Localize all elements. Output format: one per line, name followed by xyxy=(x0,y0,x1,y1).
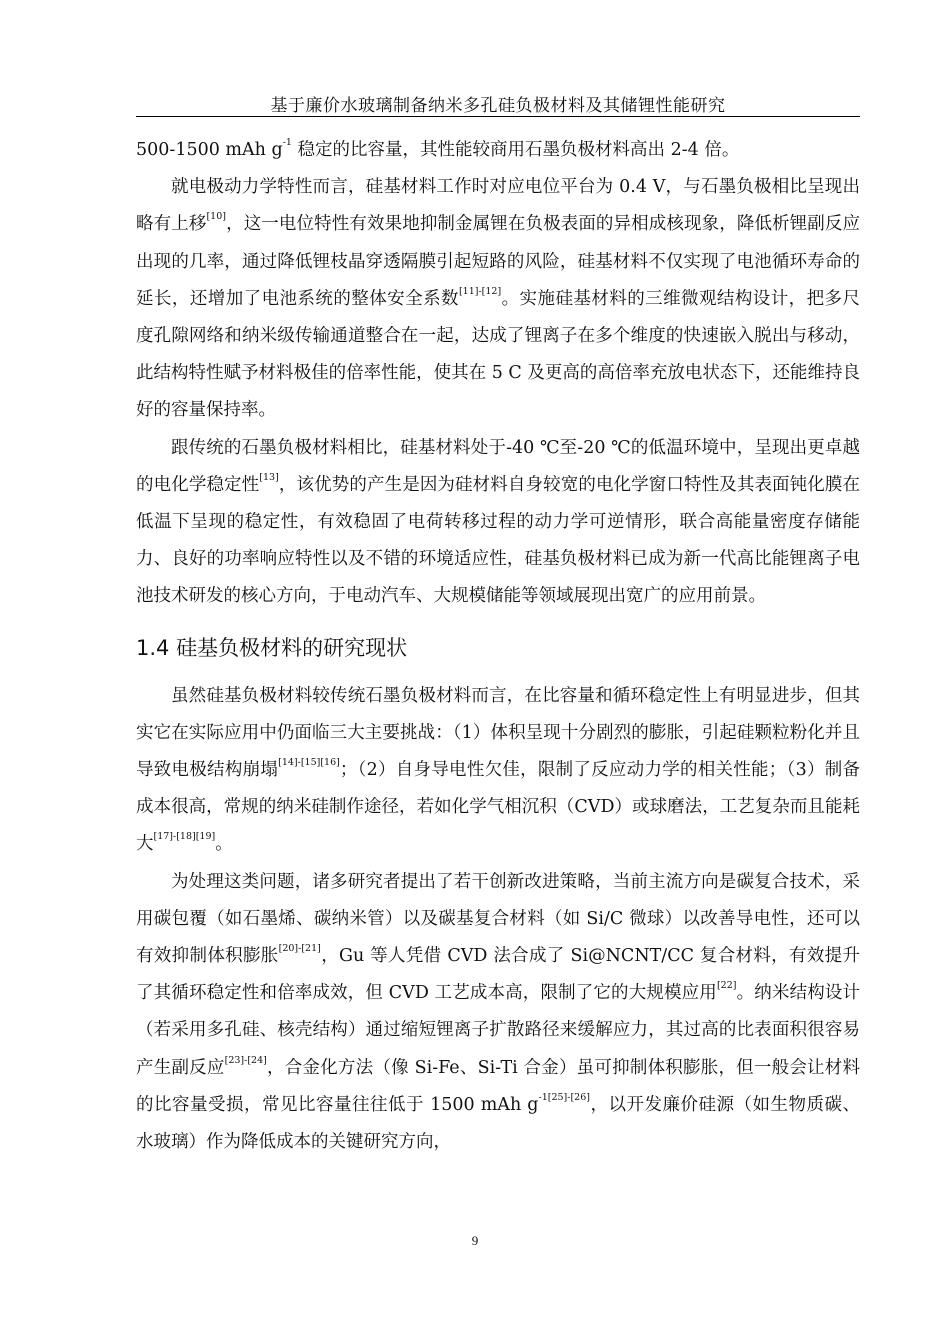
running-header: 基于廉价水玻璃制备纳米多孔硅负极材料及其储锂性能研究 xyxy=(270,96,726,116)
page-number: 9 xyxy=(471,1233,479,1248)
citation-23-24: [23]-[24] xyxy=(224,1054,267,1066)
header-rule xyxy=(136,116,860,117)
p5-text-b: ，Gu 等人凭借 CVD 法合成了 Si@NCNT/CC 复合材料，有效提升了其循环稳定性和倍率成效，但 CVD 工艺成本高，限制了它的大规模应用 xyxy=(136,946,860,1004)
p5-text-a: 为处理这类问题，诸多研究者提出了若干创新改进策略，当前主流方向是碳复合技术，采用碳包覆（如石墨烯、碳纳米管）以及碳基复合材料（如 Si/C 微球）以改善导电性，还可以有效抑制体积膨胀 xyxy=(136,871,860,967)
p1-text-b: 稳定的比容量，其性能较商用石墨负极材料高出 2-4 倍。 xyxy=(291,140,740,160)
p4-text-b: ；（2）自身导电性欠佳，限制了反应动力学的相关性能；（3）制备成本很高，常规的纳米硅制作途径，若如化学气相沉积（CVD）或球磨法，工艺复杂而且能耗大 xyxy=(136,760,860,855)
citation-14-16: [14]-[15][16] xyxy=(278,757,340,769)
p1-text-a: 500-1500 mAh g xyxy=(136,140,283,160)
citation-25-26: -1[25]-[26] xyxy=(538,1091,590,1103)
p1-superscript: -1 xyxy=(282,137,292,148)
p5-text-c: 。纳米结构设计（若采用多孔硅、核壳结构）通过缩短锂离子扩散路径来缓解应力，其过高的比表面积很容易产生副反应 xyxy=(136,983,861,1078)
section-heading: 1.4 硅基负极材料的研究现状 xyxy=(136,635,408,660)
citation-10: [10] xyxy=(206,211,226,223)
paragraph-2 xyxy=(136,169,860,429)
paragraph-1 xyxy=(136,132,860,169)
citation-20-21: [20]-[21] xyxy=(278,943,321,955)
citation-11-12: [11]-[12] xyxy=(458,285,502,297)
citation-17-19: [17]-[18][19] xyxy=(153,831,216,843)
p2-text-c: 。实施硅基材料的三维微观结构设计，把多尺度孔隙网络和纳米级传输通道整合在一起，达成了锂离子在多个维度的快速嵌入脱出与移动，此结构特性赋予材料极佳的倍率性能，使其在 5 C 及更高的高倍率充放电状态下，还能维持良好的容量保持率。 xyxy=(136,288,861,421)
p3-text-b: ，该优势的产生是因为硅材料自身较宽的电化学窗口特性及其表面钝化膜在低温下呈现的稳定性，有效稳固了电荷转移过程的动力学可逆情形，联合高能量密度存储能力、良好的功率响应特性以及不错的环境适应性，硅基负极材料已成为新一代高比能锂离子电池技术研发的核心方向，于电动汽车、大规模储能等领域展现出宽广的应用前景。 xyxy=(136,474,861,607)
p4-text-a: 虽然硅基负极材料较传统石墨负极材料而言，在比容量和循环稳定性上有明显进步，但其实它在实际应用中仍面临三大主要挑战：（1）体积呈现十分剧烈的膨胀，引起硅颗粒粉化并且导致电极结构崩塌 xyxy=(136,685,860,781)
paragraph-3 xyxy=(136,430,860,616)
p5-text-d: ，合金化方法（像 Si-Fe、Si-Ti 合金）虽可抑制体积膨胀，但一般会让材料的比容量受损，常见比容量往往低于 1500 mAh g xyxy=(136,1057,860,1115)
citation-13: [13] xyxy=(259,471,279,483)
citation-22: [22] xyxy=(716,980,737,992)
paragraph-5 xyxy=(136,864,860,1162)
page-body xyxy=(136,132,860,1161)
p2-text-b: ，这一电位特性有效果地抑制金属锂在负极表面的异相成核现象，降低析锂副反应出现的几率，通过降低锂枝晶穿透隔膜引起短路的风险，硅基材料不仅实现了电池循环寿命的延长，还增加了电池系统的整体安全系数 xyxy=(136,214,861,309)
p4-text-c: 。 xyxy=(215,834,233,855)
p5-text-e: ，以开发廉价硅源（如生物质碳、水玻璃）作为降低成本的关键研究方向， xyxy=(136,1094,860,1153)
p3-text-a: 跟传统的石墨负极材料相比，硅基材料处于-40 ℃至-20 ℃的低温环境中，呈现出更卓越的电化学稳定性 xyxy=(136,437,860,495)
paragraph-4 xyxy=(136,678,860,864)
p2-text-a: 就电极动力学特性而言，硅基材料工作时对应电位平台为 0.4 V，与石墨负极相比呈现出略有上移 xyxy=(136,177,860,235)
